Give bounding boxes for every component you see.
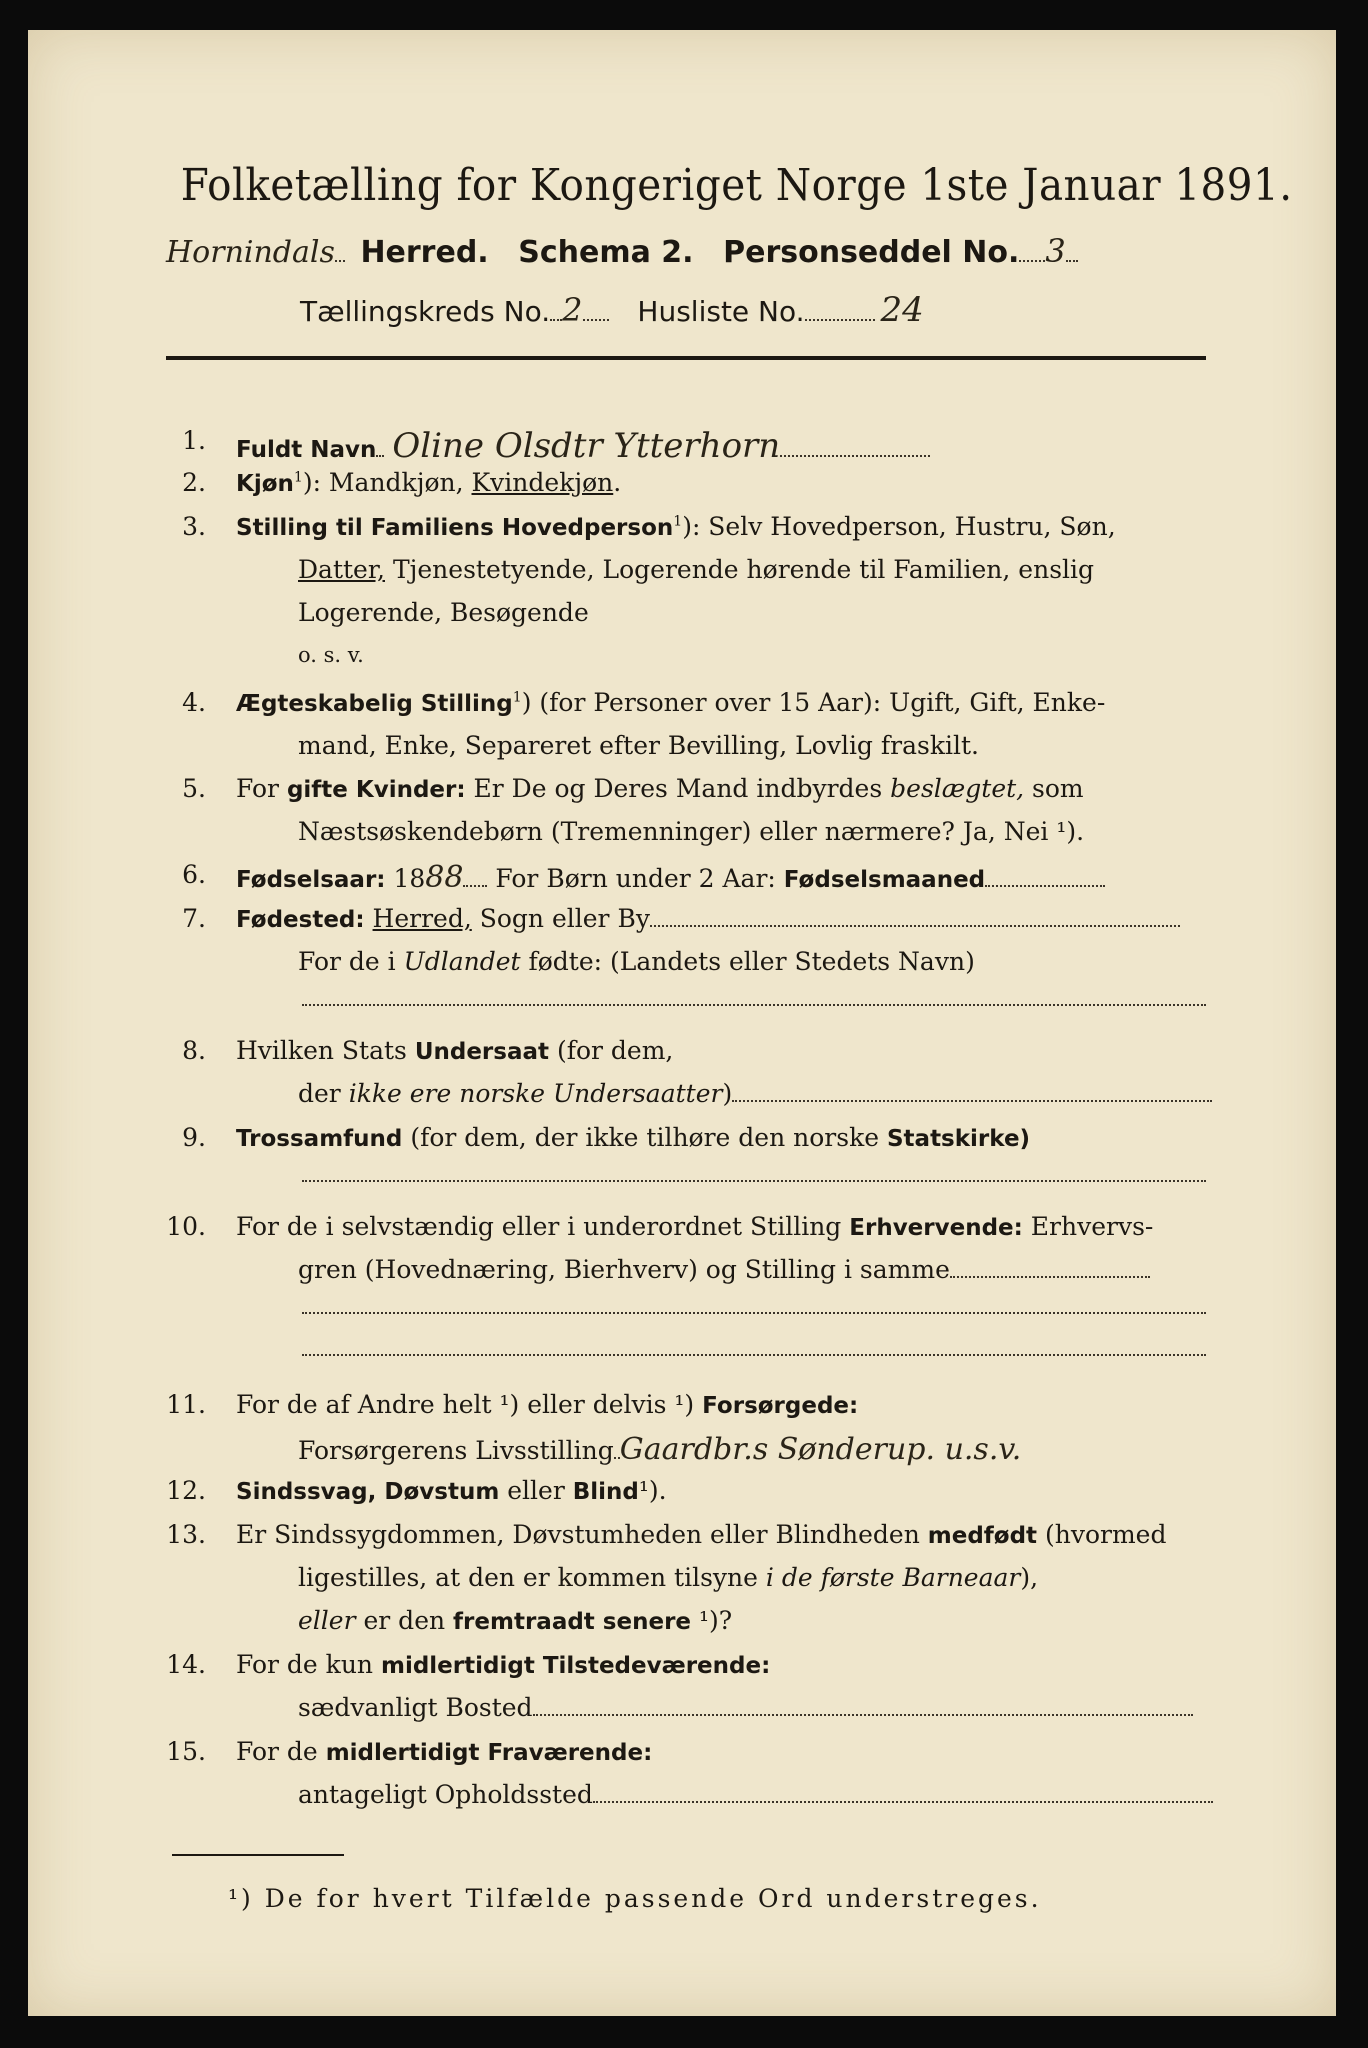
q6-year-prefix: 18 [385,864,426,893]
header-herred-row [166,232,1078,270]
q7-line2-a: For de i [298,947,404,976]
q2-period: . [613,468,622,497]
q10-answer-line-1 [302,1312,1206,1314]
q14-number: 14. [166,1650,206,1679]
q5-line1-text: Er De og Deres Mand indbyrdes [465,774,891,803]
q1-row [236,426,930,466]
q2-text: ): Mandkjøn, [302,468,472,497]
q5-line1 [236,774,1084,803]
q11-line1-a: For de af Andre helt ¹) eller delvis ¹) [236,1390,703,1419]
q1-label: Fuldt Navn [236,437,377,463]
q1-number: 1. [182,426,206,455]
q14-label: midlertidigt Tilstedeværende: [380,1653,771,1679]
q11-provider-occupation-answer: Gaardbr.s Sønderup. u.s.v. [619,1432,1022,1467]
herred-label: Herred. [360,235,489,270]
q12-text: eller [499,1476,573,1505]
q15-number: 15. [166,1737,206,1766]
q4-line1-text: ) (for Personer over 15 Aar): Ugift, Gift, Enke- [521,688,1106,717]
q5-line2: Næstsøskendebørn (Tremenninger) eller nærmere? Ja, Nei ¹). [298,817,1085,846]
q5-label: gifte Kvinder: [286,777,466,803]
q7-underlined-option: Herred, [372,904,472,933]
q8-label: Undersaat [414,1039,549,1065]
q13-line1-b: (hvormed [1037,1520,1167,1549]
q14-line2 [298,1693,1193,1722]
q6-text: For Børn under 2 Aar: [487,864,784,893]
q8-line2-a: der [298,1079,349,1108]
q3-line2 [298,555,1094,584]
header-divider [166,356,1206,360]
q6-label: Fødselsaar: [236,867,386,893]
q2-number: 2. [182,468,206,497]
q13-line1 [236,1520,1166,1549]
q15-line2 [298,1780,1213,1809]
q8-line2-italic: ikke ere norske Undersaatter [348,1079,723,1108]
q13-line2 [298,1563,1038,1592]
q3-underlined-option: Datter, [298,555,385,584]
q2-underlined-option: Kvindekjøn [471,468,614,497]
q9-line1 [236,1123,1030,1152]
q2-footnote-mark: 1 [293,469,303,486]
q15-line1 [236,1737,652,1766]
q3-line2-text: Tjenestetyende, Logerende hørende til Familien, enslig [385,555,1095,584]
q13-label: medfødt [927,1523,1038,1549]
schema-label: Schema 2. [518,235,694,270]
q14-line1-a: For de kun [236,1650,381,1679]
q7-line2-italic: Udlandet [403,947,521,976]
q13-line2-italic: i de første Barneaar [765,1563,1021,1592]
q9-answer-line [302,1180,1206,1182]
q10-number: 10. [166,1212,206,1241]
q11-line2-text: Forsørgerens Livsstilling [298,1436,614,1465]
q8-line1-b: (for dem, [549,1036,674,1065]
q7-line2-b: fødte: (Landets eller Stedets Navn) [520,947,975,976]
q15-line2-text: antageligt Opholdssted [298,1780,593,1809]
q6-row [236,860,1105,895]
form-title: Folketælling for Kongeriget Norge 1ste Januar 1891. [180,160,1293,211]
q4-label: Ægteskabelig Stilling [236,691,513,717]
q3-line1 [236,512,1116,541]
q13-line3-a: er den [355,1606,454,1635]
q7-line2 [298,947,975,976]
q5-number: 5. [182,774,206,803]
q13-label-b: fremtraadt senere [453,1609,692,1635]
q3-label: Stilling til Familiens Hovedperson [236,515,674,541]
q10-line1 [236,1212,1153,1241]
q8-line1 [236,1036,673,1065]
q12-label: Sindssvag, Døvstum [236,1479,500,1505]
q12-end: ¹). [638,1476,667,1505]
q7-label: Fødested: [236,907,365,933]
q13-line1-a: Er Sindssygdommen, Døvstumheden eller Blindheden [236,1520,928,1549]
q4-line1 [236,688,1105,717]
q3-line4: o. s. v. [298,643,364,667]
q12-number: 12. [166,1476,206,1505]
q5-italic-word: beslægtet, [890,774,1025,803]
q15-label: midlertidigt Fraværende: [325,1740,653,1766]
q14-line1 [236,1650,770,1679]
kreds-number: 2 [562,291,583,329]
q10-label: Erhvervende: [849,1215,1023,1241]
husliste-label: Husliste No. [637,295,805,328]
q1-answer-name: Oline Olsdtr Ytterhorn [392,426,781,466]
q13-line3-b: ¹)? [691,1606,733,1635]
q6-label-b: Fødselsmaaned [783,867,986,893]
q11-line2 [298,1432,1021,1467]
footnote-divider [172,1854,344,1856]
q3-line1-text: ): Selv Hovedperson, Hustru, Søn, [682,512,1116,541]
q13-line3 [298,1606,732,1635]
q13-line2-b: ), [1020,1563,1039,1592]
q3-number: 3. [182,512,206,541]
q7-line1-text: Sogn eller By [471,904,650,933]
q12-row [236,1476,667,1505]
q10-line1-b: Erhvervs- [1022,1212,1154,1241]
q4-footnote-mark: 1 [512,689,522,706]
husliste-number: 24 [880,290,924,330]
q9-line1-text: (for dem, der ikke tilhøre den norske [402,1123,887,1152]
q3-footnote-mark: 1 [673,513,683,530]
q13-line2-a: ligestilles, at den er kommen tilsyne [298,1563,766,1592]
q7-line1 [236,904,1180,933]
q7-number: 7. [182,904,206,933]
q12-label-b: Blind [572,1479,639,1505]
q8-line2 [298,1079,1212,1108]
q8-line2-b: ) [722,1079,733,1108]
q8-number: 8. [182,1036,206,1065]
q9-label-b: Statskirke) [886,1126,1031,1152]
q4-number: 4. [182,688,206,717]
herred-handwritten: Hornindals [166,235,335,270]
q2-label: Kjøn [236,471,294,497]
q9-label: Trossamfund [236,1126,403,1152]
footnote: ¹) De for hvert Tilfælde passende Ord understreges. [228,1884,1042,1913]
q6-number: 6. [182,860,206,889]
personseddel-label: Personseddel No. [723,235,1020,270]
q8-line1-a: Hvilken Stats [236,1036,415,1065]
q9-number: 9. [182,1123,206,1152]
q13-line3-italic: eller [298,1606,356,1635]
kreds-label: Tællingskreds No. [300,295,551,328]
q11-label: Forsørgede: [702,1393,859,1419]
header-kreds-row [300,290,924,330]
q5-for: For [236,774,279,803]
q4-line2: mand, Enke, Separeret efter Bevilling, Lovlig fraskilt. [298,731,979,760]
q10-line2 [298,1255,1150,1284]
q11-line1 [236,1390,858,1419]
q11-number: 11. [166,1390,206,1419]
q6-birth-year-answer: 88 [425,860,464,895]
q14-line2-text: sædvanligt Bosted [298,1693,533,1722]
q2-row [236,468,621,497]
q7-answer-line [302,1004,1206,1006]
q5-line1-end: som [1024,774,1084,803]
q10-line1-a: For de i selvstændig eller i underordnet Stilling [236,1212,850,1241]
personseddel-number: 3 [1045,232,1066,270]
q13-number: 13. [166,1520,206,1549]
q10-line2-text: gren (Hovednæring, Bierhverv) og Stilling i samme [298,1255,950,1284]
q15-line1-a: For de [236,1737,326,1766]
q3-line3: Logerende, Besøgende [298,598,589,627]
q10-answer-line-2 [302,1354,1206,1356]
